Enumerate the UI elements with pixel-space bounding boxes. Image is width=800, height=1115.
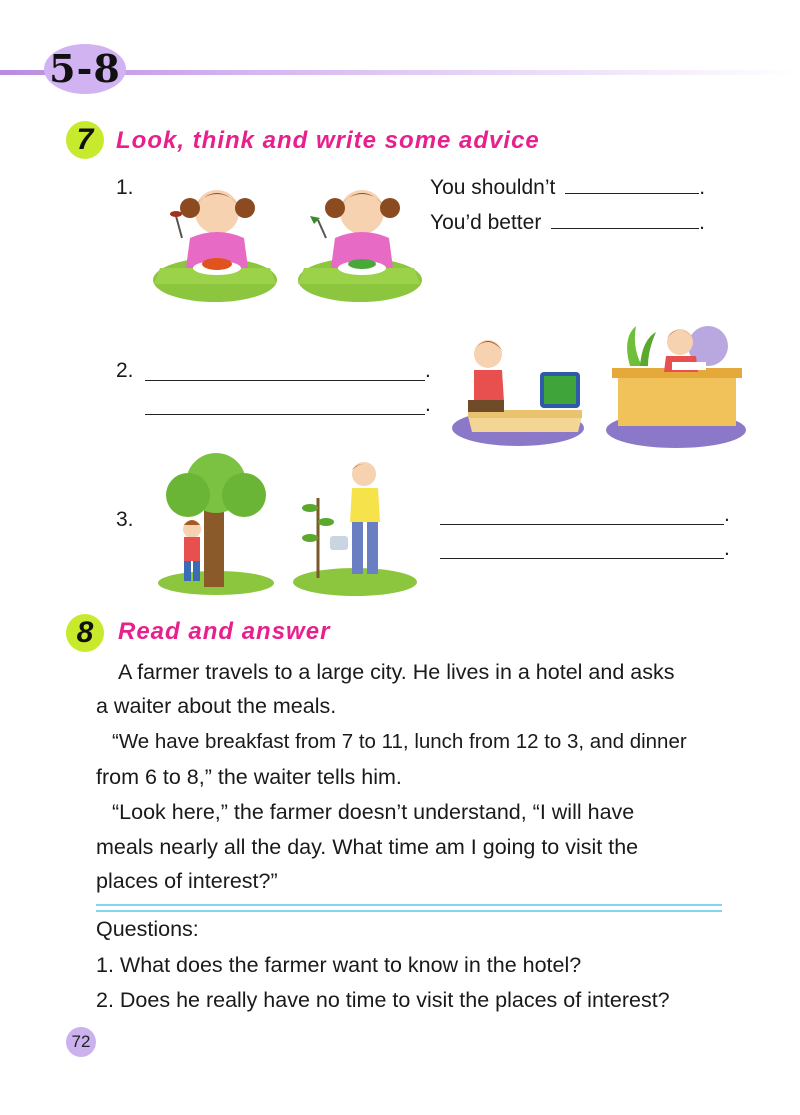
- item-1-line-2: You’d better .: [430, 211, 706, 234]
- item-1-line-2-text: You’d better: [430, 211, 542, 234]
- boy-watering-plant-illustration: [290, 458, 420, 596]
- questions-heading: Questions:: [96, 917, 199, 941]
- period: .: [425, 359, 431, 382]
- section-8-title: Read and answer: [118, 618, 331, 645]
- period: .: [724, 537, 730, 560]
- boy-playing-computer-illustration: [448, 330, 588, 450]
- answer-blank[interactable]: [440, 508, 724, 525]
- paragraph-line: places of interest?”: [96, 869, 278, 893]
- item-1-line-1-text: You shouldn’t: [430, 176, 556, 199]
- answer-blank[interactable]: [440, 542, 724, 559]
- item-2-number: 2.: [116, 359, 134, 382]
- answer-blank[interactable]: [145, 398, 425, 415]
- paragraph-line: a waiter about the meals.: [96, 694, 337, 718]
- answer-blank[interactable]: [551, 210, 699, 229]
- paragraph-line: “Look here,” the farmer doesn’t understand, “I will have: [112, 800, 635, 824]
- page-number: 72: [66, 1027, 96, 1057]
- item-1-line-1: You shouldn’t .: [430, 176, 706, 199]
- section-7-number: 7: [66, 121, 104, 159]
- boy-studying-at-desk-illustration: [602, 318, 750, 450]
- girl-eating-meat-illustration: [150, 176, 280, 304]
- paragraph-line: meals nearly all the day. What time am I going to visit the: [96, 835, 639, 859]
- divider: [96, 910, 722, 912]
- paragraph-line: from 6 to 8,” the waiter tells him.: [96, 765, 402, 789]
- paragraph-line: “We have breakfast from 7 to 11, lunch from 12 to 3, and dinner: [112, 730, 687, 753]
- divider: [96, 904, 722, 906]
- period: .: [425, 393, 431, 416]
- answer-blank[interactable]: [565, 175, 699, 194]
- period: .: [724, 503, 730, 526]
- paragraph-line: A farmer travels to a large city. He lives in a hotel and asks: [118, 660, 675, 684]
- item-1-number: 1.: [116, 176, 134, 199]
- answer-blank[interactable]: [145, 364, 425, 381]
- unit-label: 5-8: [49, 46, 121, 91]
- boy-damaging-tree-illustration: [156, 447, 276, 595]
- question-item: 2. Does he really have no time to visit the places of interest?: [96, 988, 670, 1012]
- girl-eating-vegetables-illustration: [296, 176, 424, 304]
- item-3-number: 3.: [116, 508, 134, 531]
- question-item: 1. What does the farmer want to know in the hotel?: [96, 953, 582, 977]
- section-8-number: 8: [66, 614, 104, 652]
- section-7-title: Look, think and write some advice: [116, 127, 540, 154]
